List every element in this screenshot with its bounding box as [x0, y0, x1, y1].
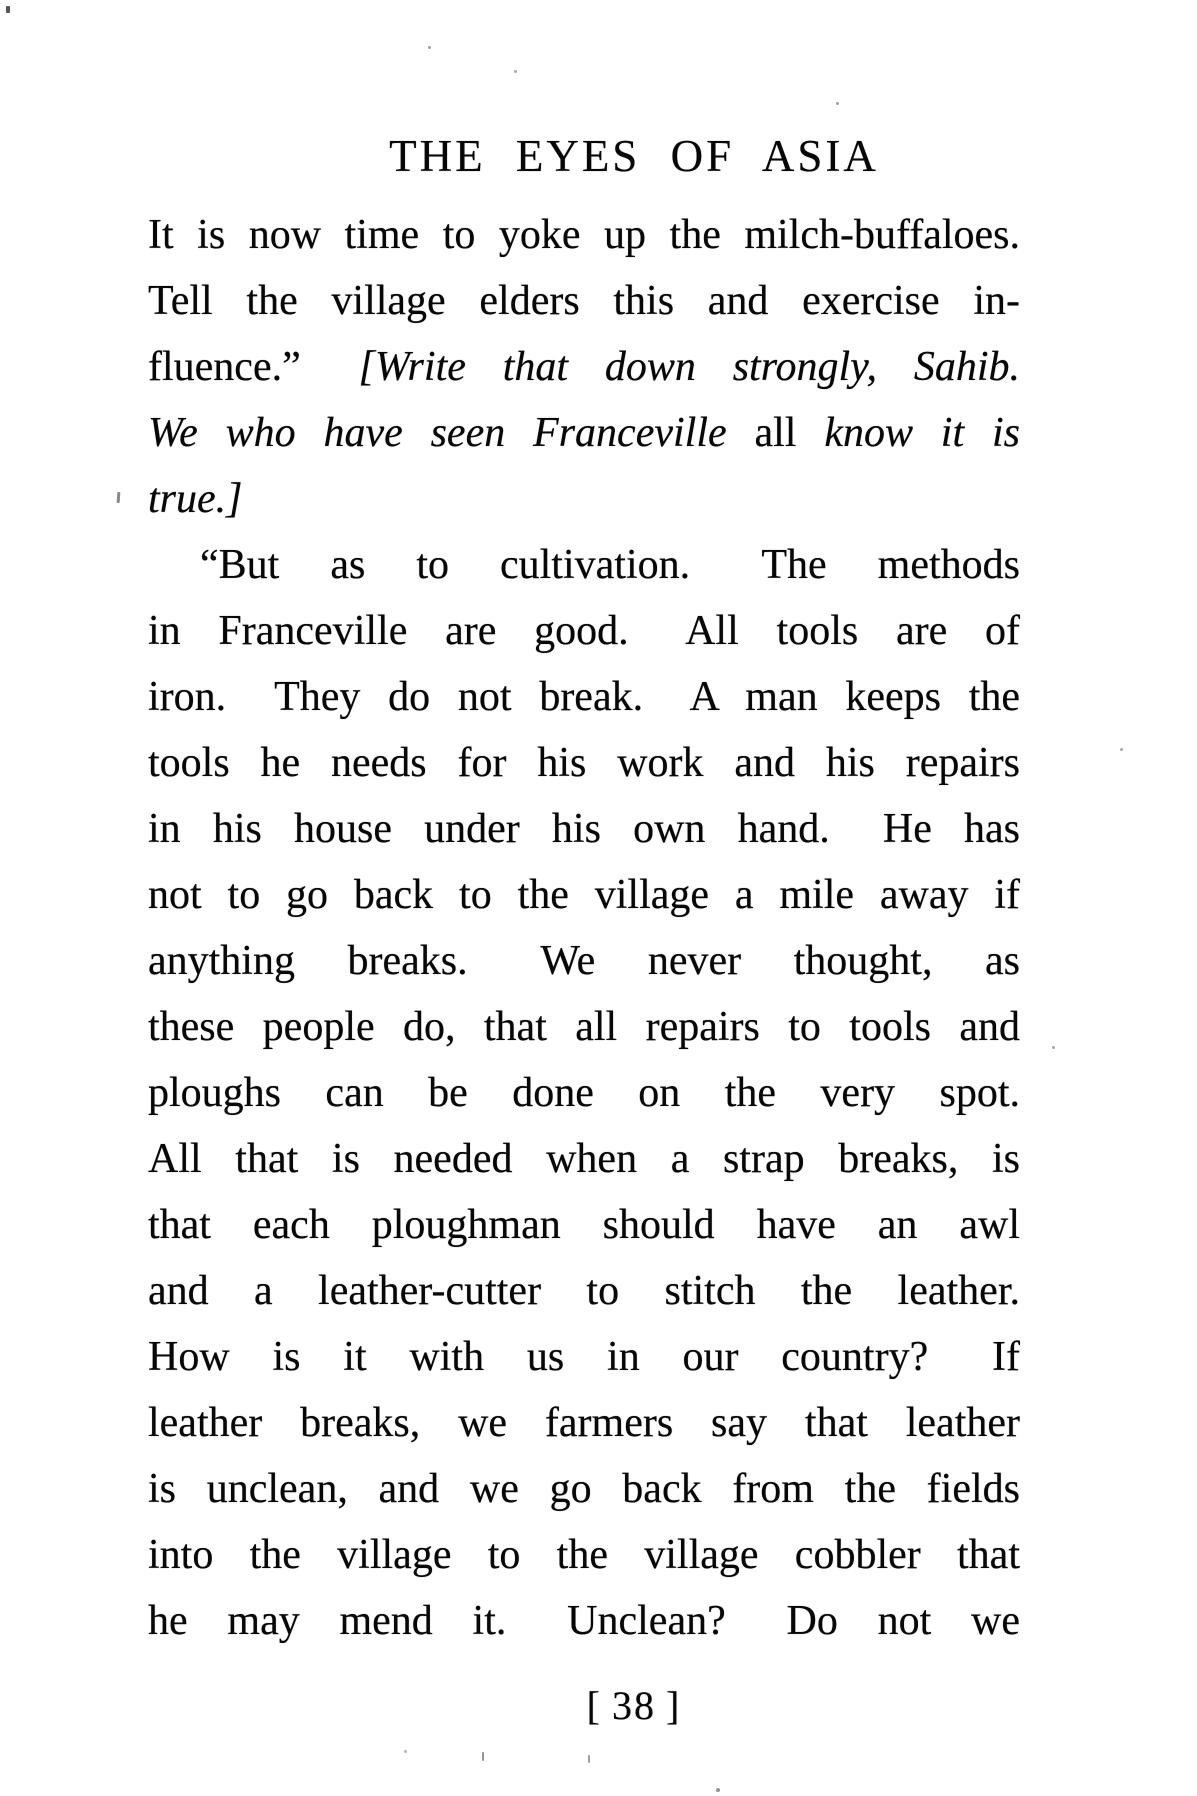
scan-speck — [836, 102, 839, 105]
text-line: into the village to the village cobbler that — [148, 1532, 1020, 1578]
text-line: in Franceville are good. All tools are of — [148, 608, 1020, 654]
text-segment: all — [754, 410, 825, 456]
scan-speck — [588, 1755, 590, 1763]
scan-speck — [1120, 748, 1123, 751]
text-line: How is it with us in our country? If — [148, 1334, 1020, 1380]
text-line: leather breaks, we farmers say that leather — [148, 1400, 1020, 1446]
text-line: he may mend it. Unclean? Do not we — [148, 1598, 1020, 1644]
page-number: [ 38 ] — [586, 1683, 682, 1728]
text-line: All that is needed when a strap breaks, is — [148, 1136, 1020, 1182]
scan-speck — [6, 6, 10, 13]
page-title: THE EYES OF ASIA — [389, 131, 879, 181]
text-block — [148, 202, 1020, 1654]
scan-speck — [428, 46, 431, 49]
text-line: anything breaks. We never thought, as — [148, 938, 1020, 984]
text-line: these people do, that all repairs to tools and — [148, 1004, 1020, 1050]
text-line: true.] — [148, 476, 243, 522]
text-line: that each ploughman should have an awl — [148, 1202, 1020, 1248]
scan-speck — [716, 1788, 720, 1792]
text-line: ploughs can be done on the very spot. — [148, 1070, 1020, 1116]
text-line: Tell the village elders this and exercise in- — [148, 278, 1020, 324]
text-line: tools he needs for his work and his repairs — [148, 740, 1020, 786]
text-line: iron. They do not break. A man keeps the — [148, 674, 1020, 720]
text-line: in his house under his own hand. He has — [148, 806, 1020, 852]
text-segment-italic: We who have seen Franceville — [148, 410, 755, 456]
scan-speck — [1052, 1046, 1055, 1049]
text-line: not to go back to the village a mile away if — [148, 872, 1020, 918]
scan-speck — [514, 70, 517, 73]
scan-speck — [482, 1752, 484, 1761]
text-segment-italic: [Write that down strongly, Sahib. — [358, 344, 1020, 390]
text-line — [148, 400, 1020, 466]
text-line: is unclean, and we go back from the fields — [148, 1466, 1020, 1512]
text-line: “But as to cultivation. The methods — [200, 542, 1020, 588]
text-line: It is now time to yoke up the milch-buffaloes. — [148, 212, 1020, 258]
text-line: and a leather-cutter to stitch the leather. — [148, 1268, 1020, 1314]
text-segment-italic: know it is — [824, 410, 1020, 456]
scan-speck — [404, 1750, 407, 1753]
scan-speck — [117, 492, 121, 503]
text-segment: fluence.” — [148, 344, 359, 390]
text-line — [148, 334, 1020, 400]
